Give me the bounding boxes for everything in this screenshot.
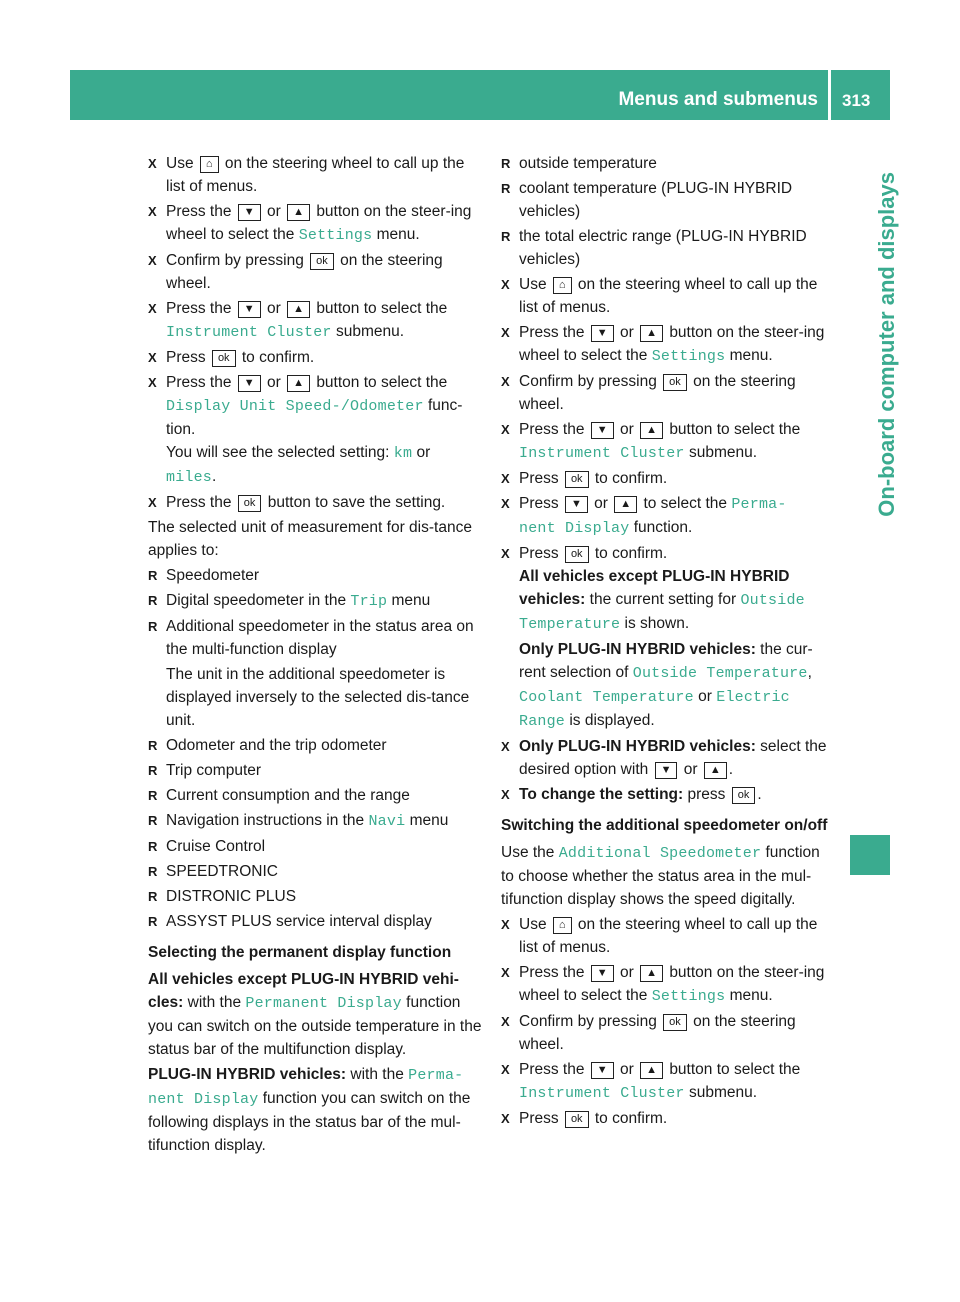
list-item: R Additional speedometer in the status area on the multi-function display The unit in the additional speedometer is displayed inversely to the selected dis-tance unit.: [148, 618, 474, 729]
ok-key-icon: ok: [238, 495, 262, 512]
side-tab-label: On-board computer and displays: [874, 172, 899, 517]
up-arrow-icon: ▲: [287, 375, 310, 392]
right-column: [501, 152, 835, 1132]
home-icon: ⌂: [553, 917, 572, 934]
step: X Confirm by pressing ok on the steering wheel.: [501, 1013, 796, 1053]
down-arrow-icon: ▼: [591, 325, 614, 342]
page-number: 313: [842, 91, 871, 110]
step: X Press ok to confirm.: [501, 470, 668, 487]
step-marker: X: [148, 156, 157, 171]
side-tab-marker: [850, 835, 890, 875]
down-arrow-icon: ▼: [591, 965, 614, 982]
up-arrow-icon: ▲: [287, 204, 310, 221]
step: X Press ▼ or ▲ to select the Perma‐ nent Display function.: [501, 495, 787, 537]
list-item: R outside temperature: [501, 155, 657, 172]
ok-key-icon: ok: [663, 1014, 687, 1031]
list-item: R ASSYST PLUS service interval display: [148, 913, 432, 930]
up-arrow-icon: ▲: [640, 325, 663, 342]
step-marker: X: [148, 375, 157, 390]
up-arrow-icon: ▲: [287, 301, 310, 318]
ok-key-icon: ok: [732, 787, 756, 804]
setting-value: km: [393, 445, 413, 462]
step: X Only PLUG-IN HYBRID vehicles: select the desired option with ▼ or ▲ .: [501, 738, 827, 778]
left-column: [148, 152, 482, 1159]
page-header: [70, 70, 890, 120]
step: X Press the ▼ or ▲ button to select the Instrument Cluster submenu.: [501, 1061, 801, 1102]
step: X Use ⌂ on the steering wheel to call up the list of menus.: [501, 276, 818, 316]
list-item: R Trip computer: [148, 762, 262, 779]
step: X Use ⌂ on the steering wheel to call up the list of menus.: [501, 916, 818, 956]
step: X To change the setting: press ok .: [501, 786, 762, 803]
ok-key-icon: ok: [565, 1111, 589, 1128]
paragraph: All vehicles except PLUG-IN HYBRID vehi-cles: with the Permanent Display function you can switch on the outside temperature in the status bar of the multifunction display.: [148, 971, 482, 1058]
down-arrow-icon: ▼: [238, 301, 261, 318]
paragraph: Use the Additional Speedometer function to choose whether the status area in the mul-tifunction display shows the speed digitally.: [501, 844, 820, 908]
step: X Press ok to confirm.: [501, 1110, 668, 1127]
page-title: Menus and submenus: [618, 89, 818, 110]
step-marker: X: [148, 495, 157, 510]
up-arrow-icon: ▲: [640, 965, 663, 982]
list-item: R Odometer and the trip odometer: [148, 737, 387, 754]
header-divider: [828, 70, 831, 120]
up-arrow-icon: ▲: [640, 422, 663, 439]
step-marker: X: [148, 301, 157, 316]
home-icon: ⌂: [553, 277, 572, 294]
step: X Press ok to confirm. All vehicles except PLUG-IN HYBRID vehicles: the current setting for Outside Temperature is shown. Only PLUG-IN HYBRID vehicles: the cur-rent selection of Outside Temperature, Coolant Temperature or Electric Range is displayed.: [501, 545, 813, 730]
step-marker: X: [148, 350, 157, 365]
list-item: R Speedometer: [148, 567, 260, 584]
step: X Press the ok button to save the setting.: [148, 491, 482, 514]
section-heading: Selecting the permanent display function: [148, 944, 452, 961]
list-item: R coolant temperature (PLUG-IN HYBRID vehicles): [501, 180, 793, 220]
down-arrow-icon: ▼: [591, 1062, 614, 1079]
list-item: R Cruise Control: [148, 838, 266, 855]
step: X Press the ▼ or ▲ button on the steer-ing wheel to select the Settings menu.: [501, 324, 825, 365]
step: X Confirm by pressing ok on the steering wheel.: [501, 373, 796, 413]
step-marker: X: [148, 204, 157, 219]
section-heading: Switching the additional speedometer on/off: [501, 817, 828, 834]
ok-key-icon: ok: [212, 350, 236, 367]
down-arrow-icon: ▼: [591, 422, 614, 439]
down-arrow-icon: ▼: [238, 375, 261, 392]
list-item: R Navigation instructions in the Navi menu: [148, 812, 449, 830]
list-item: R SPEEDTRONIC: [148, 863, 278, 880]
down-arrow-icon: ▼: [565, 496, 588, 513]
step: X Press the ▼ or ▲ button on the steer-ing wheel to select the Settings menu.: [148, 200, 482, 247]
menu-name: Instrument Cluster: [166, 324, 332, 341]
setting-value: miles: [166, 469, 213, 486]
up-arrow-icon: ▲: [614, 496, 637, 513]
step: X Confirm by pressing ok on the steering wheel.: [148, 249, 482, 295]
down-arrow-icon: ▼: [238, 204, 261, 221]
step: X Press the ▼ or ▲ button to select the Instrument Cluster submenu.: [148, 297, 482, 344]
ok-key-icon: ok: [310, 253, 334, 270]
ok-key-icon: ok: [663, 374, 687, 391]
paragraph: The selected unit of measurement for dis-tance applies to:: [148, 519, 472, 559]
step: X Press the ▼ or ▲ button on the steer-ing wheel to select the Settings menu.: [501, 964, 825, 1005]
list-item: R Digital speedometer in the Trip menu: [148, 592, 431, 610]
step: X Press the ▼ or ▲ button to select the Instrument Cluster submenu.: [501, 421, 801, 462]
menu-name: Display Unit Speed-/Odometer: [166, 398, 424, 415]
up-arrow-icon: ▲: [704, 762, 727, 779]
paragraph: PLUG-IN HYBRID vehicles: with the Perma‐ nent Display function you can switch on the following displays in the status bar of the mul-tifunction display.: [148, 1066, 471, 1154]
step: X Use ⌂ on the steering wheel to call up the list of menus.: [148, 152, 482, 198]
step: X Press ok to confirm.: [148, 346, 482, 369]
ok-key-icon: ok: [565, 546, 589, 563]
menu-name: Settings: [298, 227, 373, 244]
list-item: R DISTRONIC PLUS: [148, 888, 297, 905]
step: X Press the ▼ or ▲ button to select the Display Unit Speed-/Odometer func-tion. You will see the selected setting: km or miles.: [148, 371, 482, 489]
step-marker: X: [148, 253, 157, 268]
ok-key-icon: ok: [565, 471, 589, 488]
list-item: R Current consumption and the range: [148, 787, 410, 804]
list-item: R the total electric range (PLUG-IN HYBRID vehicles): [501, 228, 807, 268]
down-arrow-icon: ▼: [655, 762, 678, 779]
up-arrow-icon: ▲: [640, 1062, 663, 1079]
home-icon: ⌂: [200, 156, 219, 173]
